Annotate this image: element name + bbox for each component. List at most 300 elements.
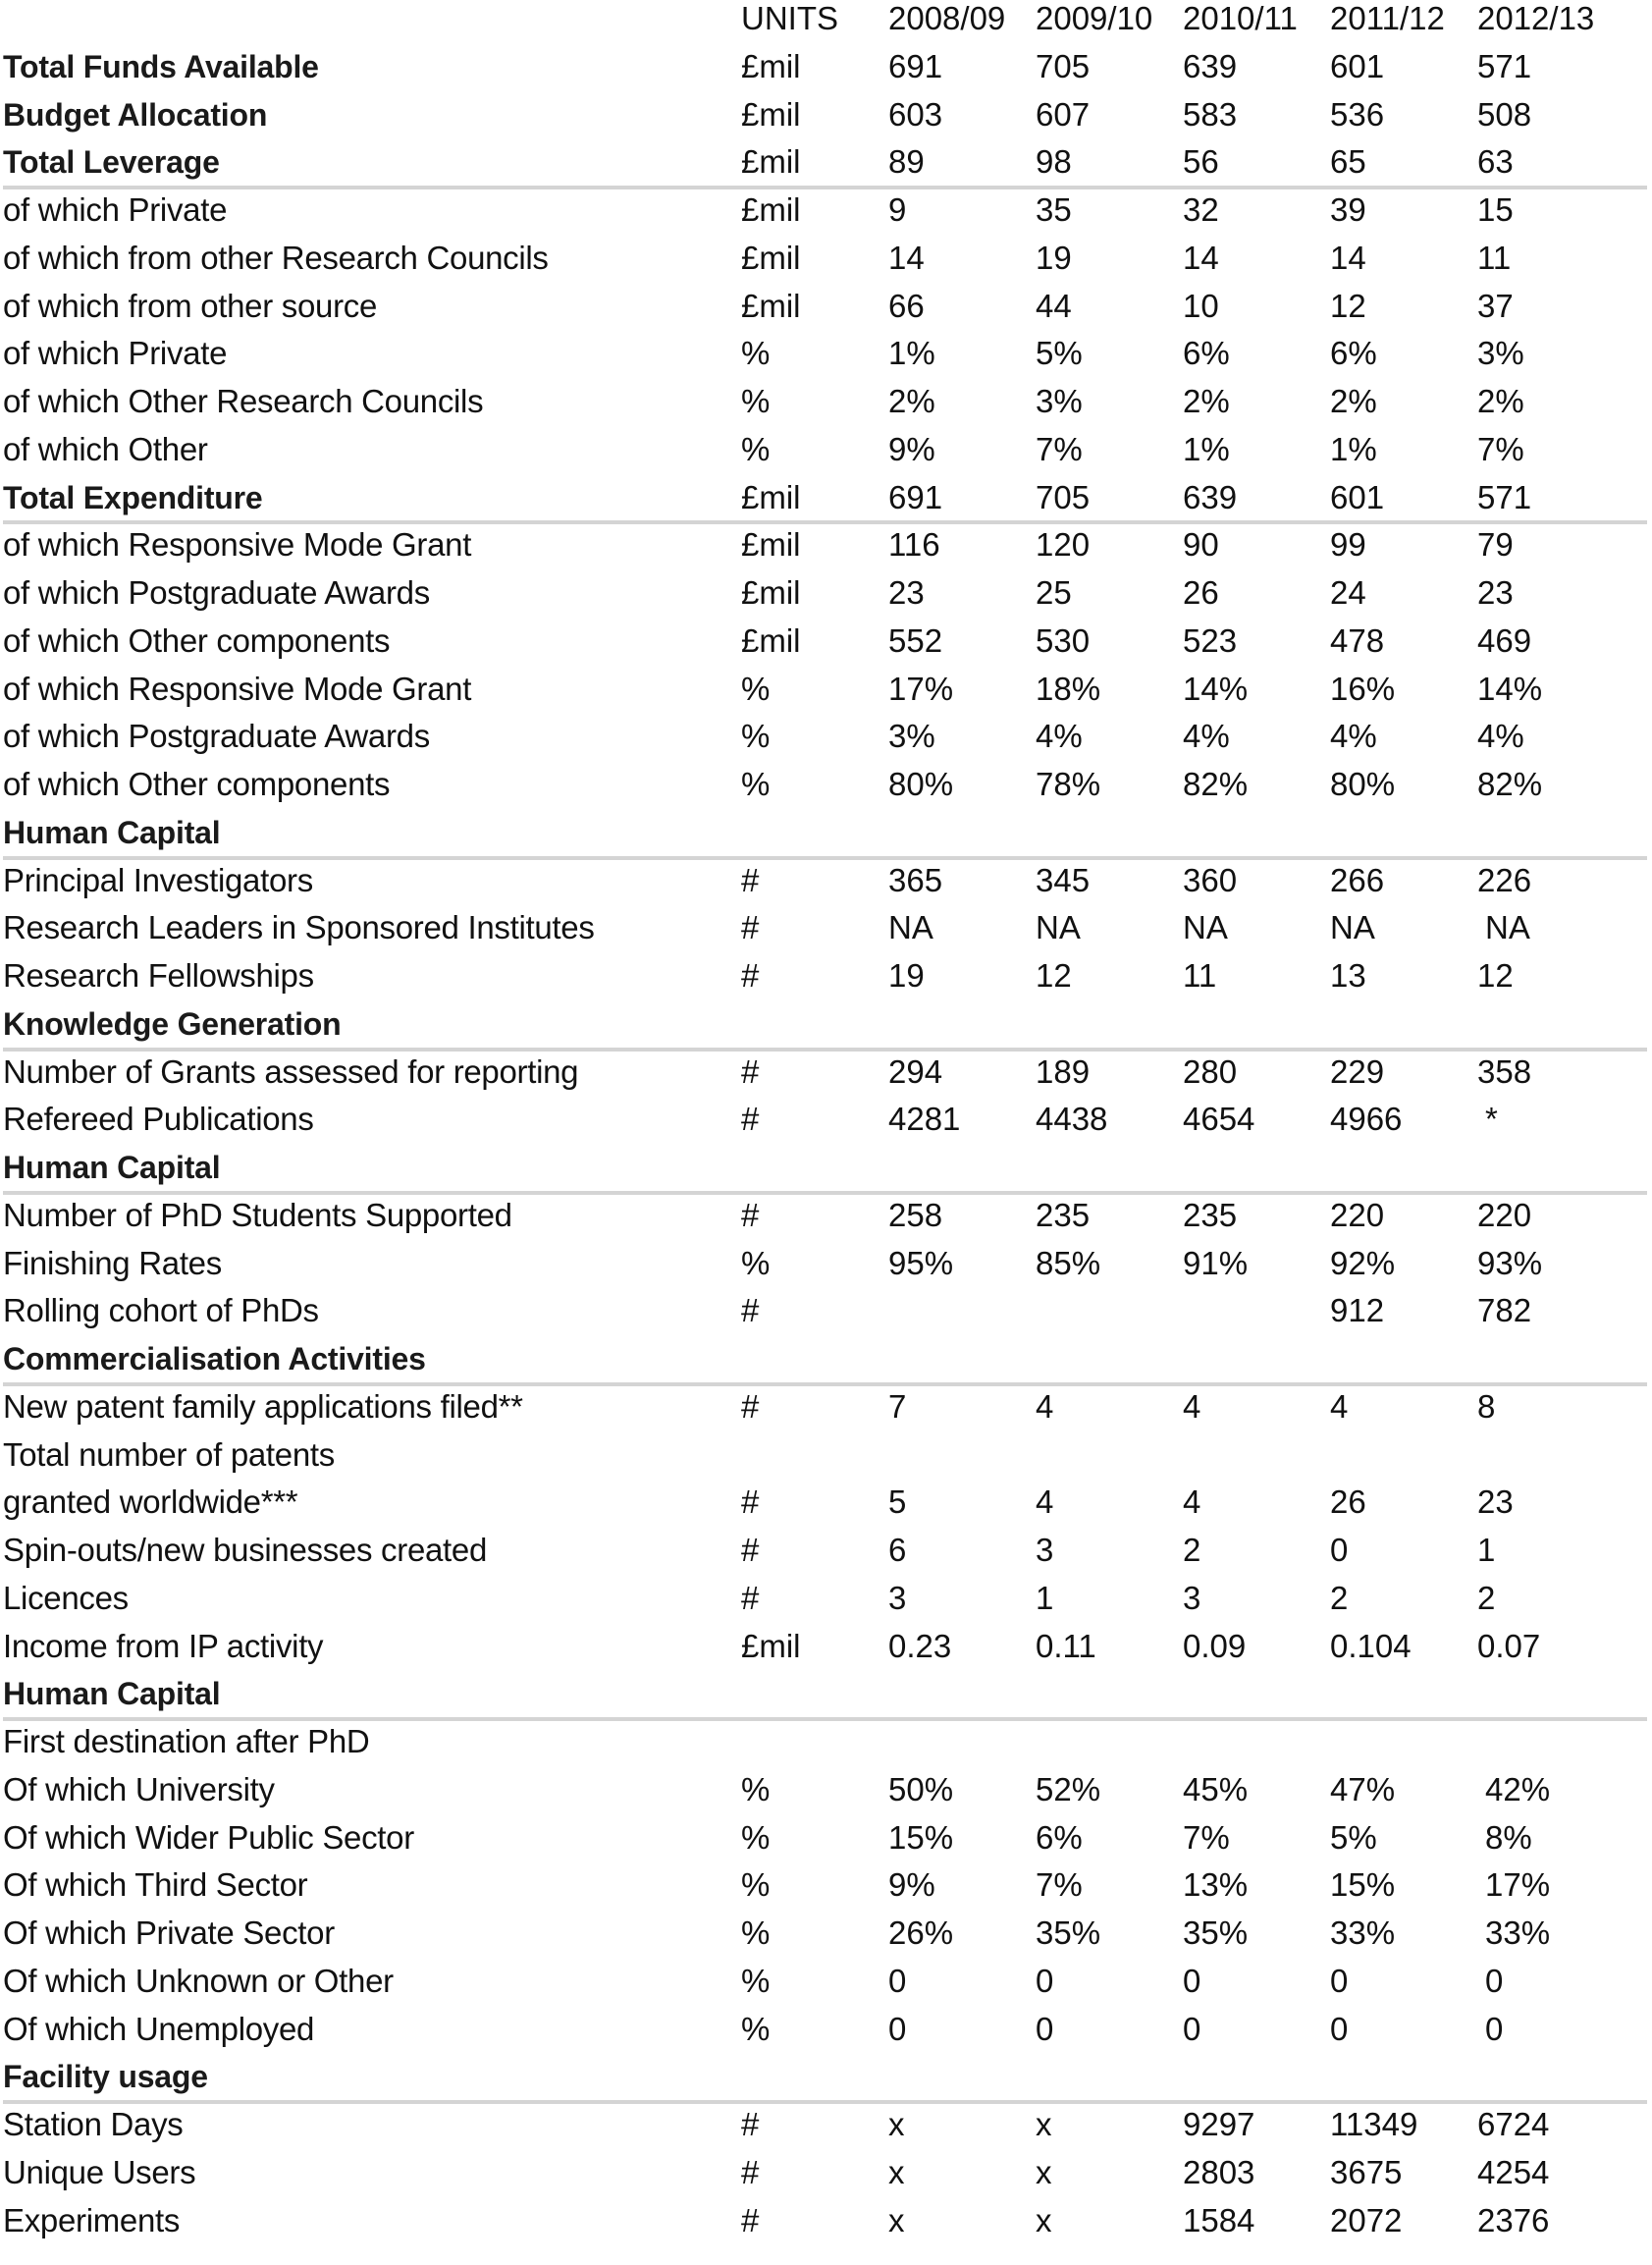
unit-cell: % xyxy=(741,1914,771,1951)
value-cell: 0 xyxy=(888,1962,907,1999)
row-label: of which Other xyxy=(3,430,208,467)
value-cell: 3% xyxy=(888,718,935,755)
unit-cell: £mil xyxy=(741,1627,801,1664)
row-label: Number of PhD Students Supported xyxy=(3,1196,512,1233)
table-row xyxy=(0,2149,1652,2197)
unit-cell: % xyxy=(741,1244,771,1281)
section-label: Commercialisation Activities xyxy=(3,1341,426,1376)
value-cell: 15 xyxy=(1477,191,1514,228)
unit-cell: # xyxy=(741,2106,760,2142)
value-cell: 50% xyxy=(888,1770,954,1807)
value-cell: 603 xyxy=(888,95,943,133)
value-cell: x xyxy=(1036,2201,1052,2238)
value-cell: 17% xyxy=(1485,1866,1551,1904)
value-cell: 14% xyxy=(1183,670,1249,707)
value-cell: 1% xyxy=(1183,430,1230,467)
value-cell: 345 xyxy=(1036,861,1091,898)
unit-cell: # xyxy=(741,1579,760,1616)
value-cell: 691 xyxy=(888,478,943,515)
value-cell: 47% xyxy=(1330,1770,1396,1807)
row-label: Income from IP activity xyxy=(3,1627,324,1664)
unit-cell: % xyxy=(741,1770,771,1807)
table-row xyxy=(0,235,1652,283)
row-label: Rolling cohort of PhDs xyxy=(3,1292,319,1329)
value-cell: 90 xyxy=(1183,526,1219,564)
value-cell: 2% xyxy=(1183,383,1230,419)
value-cell: 11 xyxy=(1183,957,1217,994)
unit-cell: # xyxy=(741,2153,760,2190)
value-cell: 3675 xyxy=(1330,2153,1403,2190)
row-label: Finishing Rates xyxy=(3,1244,222,1281)
value-cell: 2% xyxy=(1477,383,1524,419)
value-cell: 220 xyxy=(1477,1196,1532,1233)
value-cell: 607 xyxy=(1036,95,1091,133)
value-cell: 82% xyxy=(1183,766,1249,802)
value-cell: 226 xyxy=(1477,861,1532,898)
value-cell: 2% xyxy=(1330,383,1377,419)
table-row xyxy=(0,1861,1652,1910)
value-cell: 583 xyxy=(1183,95,1238,133)
value-cell: x xyxy=(888,2201,905,2238)
value-cell: 23 xyxy=(1477,1483,1514,1521)
value-cell: 0 xyxy=(1330,1962,1349,1999)
table-row xyxy=(0,666,1652,714)
value-cell: NA xyxy=(1330,909,1375,946)
value-cell: x xyxy=(1036,2106,1052,2142)
value-cell: 478 xyxy=(1330,621,1385,659)
value-cell: * xyxy=(1485,1101,1498,1138)
value-cell: 7% xyxy=(1036,1866,1083,1904)
value-cell: 19 xyxy=(1036,239,1072,276)
value-cell: 639 xyxy=(1183,47,1238,84)
unit-cell: £mil xyxy=(741,621,801,659)
unit-cell: # xyxy=(741,1101,760,1138)
value-cell: 189 xyxy=(1036,1052,1091,1090)
value-cell: 4 xyxy=(1183,1483,1201,1521)
value-cell: 6% xyxy=(1183,335,1230,372)
row-label: Of which Private Sector xyxy=(3,1914,335,1951)
unit-cell: % xyxy=(741,718,771,755)
value-cell: 4 xyxy=(1330,1387,1349,1425)
section-row xyxy=(0,1335,1652,1383)
value-cell: 3 xyxy=(1183,1579,1201,1616)
table-row xyxy=(0,1096,1652,1144)
value-cell: 0.09 xyxy=(1183,1627,1247,1664)
unit-cell: % xyxy=(741,2010,771,2047)
value-cell: 79 xyxy=(1477,526,1514,564)
value-cell: 15% xyxy=(888,1818,954,1856)
value-cell: 13% xyxy=(1183,1866,1249,1904)
value-cell: NA xyxy=(888,909,933,946)
unit-cell: # xyxy=(741,861,760,898)
row-label: Experiments xyxy=(3,2201,181,2238)
value-cell: 258 xyxy=(888,1196,943,1233)
row-label: of which Responsive Mode Grant xyxy=(3,526,472,564)
value-cell: 530 xyxy=(1036,621,1091,659)
value-cell: 89 xyxy=(888,143,925,181)
value-cell: 4% xyxy=(1330,718,1377,755)
unit-cell: % xyxy=(741,1962,771,1999)
value-cell: 5% xyxy=(1036,335,1083,372)
unit-cell: £mil xyxy=(741,239,801,276)
row-label: of which Other Research Councils xyxy=(3,383,484,419)
value-cell: 229 xyxy=(1330,1052,1385,1090)
unit-cell: % xyxy=(741,1866,771,1904)
section-label: Budget Allocation xyxy=(3,96,268,133)
row-label: of which Postgraduate Awards xyxy=(3,718,430,755)
section-row xyxy=(0,91,1652,139)
value-cell: 0 xyxy=(888,2010,907,2047)
value-cell: x xyxy=(1036,2153,1052,2190)
value-cell: 0 xyxy=(1330,2010,1349,2047)
value-cell: 37 xyxy=(1477,287,1514,324)
row-label: granted worldwide*** xyxy=(3,1483,298,1521)
value-cell: 4% xyxy=(1477,718,1524,755)
value-cell: 3 xyxy=(888,1579,907,1616)
row-label: Number of Grants assessed for reporting xyxy=(3,1052,579,1090)
row-label: Of which University xyxy=(3,1770,275,1807)
row-label: of which Other components xyxy=(3,621,391,659)
row-label: Station Days xyxy=(3,2106,184,2142)
value-cell: 2 xyxy=(1330,1579,1349,1616)
value-cell: 5% xyxy=(1330,1818,1377,1856)
row-label: Spin-outs/new businesses created xyxy=(3,1532,488,1568)
table-row xyxy=(0,952,1652,1000)
table-row xyxy=(0,378,1652,426)
value-cell: 11 xyxy=(1477,239,1512,276)
unit-cell: % xyxy=(741,335,771,372)
value-cell: 294 xyxy=(888,1052,943,1090)
value-cell: 98 xyxy=(1036,143,1072,181)
value-cell: 782 xyxy=(1477,1292,1532,1329)
value-cell: 0 xyxy=(1330,1532,1349,1568)
value-cell: 10 xyxy=(1183,287,1219,324)
value-cell: 45% xyxy=(1183,1770,1249,1807)
value-cell: 4654 xyxy=(1183,1101,1255,1138)
year-column-header: 2010/11 xyxy=(1183,0,1298,36)
value-cell: 571 xyxy=(1477,478,1532,515)
unit-cell: # xyxy=(741,1052,760,1090)
value-cell: 33% xyxy=(1485,1914,1551,1951)
table-row xyxy=(0,283,1652,331)
value-cell: 705 xyxy=(1036,478,1091,515)
row-label: New patent family applications filed** xyxy=(3,1387,523,1425)
row-label: of which from other source xyxy=(3,287,378,324)
section-label: Knowledge Generation xyxy=(3,1005,342,1042)
value-cell: 705 xyxy=(1036,47,1091,84)
unit-cell: £mil xyxy=(741,287,801,324)
value-cell: 80% xyxy=(888,766,954,802)
value-cell: 4% xyxy=(1183,718,1230,755)
year-column-header: 2009/10 xyxy=(1036,0,1153,36)
units-column-header: UNITS xyxy=(741,0,838,36)
table-row xyxy=(0,521,1652,569)
value-cell: 912 xyxy=(1330,1292,1385,1329)
value-cell: 80% xyxy=(1330,766,1396,802)
value-cell: 280 xyxy=(1183,1052,1238,1090)
value-cell: 23 xyxy=(888,574,925,611)
value-cell: 0 xyxy=(1485,2010,1504,2047)
value-cell: 360 xyxy=(1183,861,1238,898)
value-cell: 92% xyxy=(1330,1244,1396,1281)
value-cell: 91% xyxy=(1183,1244,1249,1281)
value-cell: 1584 xyxy=(1183,2201,1255,2238)
section-row xyxy=(0,138,1652,187)
value-cell: 6% xyxy=(1036,1818,1083,1856)
value-cell: 9 xyxy=(888,191,907,228)
value-cell: 4% xyxy=(1036,718,1083,755)
value-cell: NA xyxy=(1183,909,1228,946)
value-cell: 4254 xyxy=(1477,2153,1550,2190)
value-cell: 1% xyxy=(1330,430,1377,467)
value-cell: 3% xyxy=(1036,383,1083,419)
header-row xyxy=(0,0,1652,43)
section-row xyxy=(0,1144,1652,1192)
value-cell: 365 xyxy=(888,861,943,898)
value-cell: 32 xyxy=(1183,191,1219,228)
table-row xyxy=(0,1479,1652,1527)
table-row xyxy=(0,1958,1652,2006)
year-column-header: 2008/09 xyxy=(888,0,1006,36)
table-row xyxy=(0,1527,1652,1575)
value-cell: 0.104 xyxy=(1330,1627,1412,1664)
value-cell: x xyxy=(888,2153,905,2190)
value-cell: 6724 xyxy=(1477,2106,1550,2142)
value-cell: 25 xyxy=(1036,574,1072,611)
unit-cell: £mil xyxy=(741,478,801,515)
table-row xyxy=(0,1192,1652,1240)
value-cell: 571 xyxy=(1477,47,1532,84)
value-cell: 11349 xyxy=(1330,2106,1418,2142)
value-cell: 44 xyxy=(1036,287,1072,324)
value-cell: 4 xyxy=(1036,1483,1054,1521)
row-label: Principal Investigators xyxy=(3,861,313,898)
unit-cell: % xyxy=(741,383,771,419)
row-label: Research Fellowships xyxy=(3,957,314,994)
value-cell: 99 xyxy=(1330,526,1366,564)
value-cell: 42% xyxy=(1485,1770,1551,1807)
value-cell: 2376 xyxy=(1477,2201,1550,2238)
value-cell: 0 xyxy=(1183,1962,1201,1999)
value-cell: 5 xyxy=(888,1483,907,1521)
value-cell: 601 xyxy=(1330,478,1385,515)
unit-cell: # xyxy=(741,1483,760,1521)
value-cell: 1% xyxy=(888,335,935,372)
year-column-header: 2012/13 xyxy=(1477,0,1595,36)
value-cell: 2803 xyxy=(1183,2153,1255,2190)
value-cell: 601 xyxy=(1330,47,1385,84)
row-label: Of which Wider Public Sector xyxy=(3,1818,414,1856)
value-cell: NA xyxy=(1036,909,1081,946)
unit-cell: # xyxy=(741,1292,760,1329)
value-cell: 15% xyxy=(1330,1866,1396,1904)
table-row xyxy=(0,1814,1652,1862)
value-cell: 14 xyxy=(1183,239,1219,276)
value-cell: 26% xyxy=(888,1914,954,1951)
unit-cell: # xyxy=(741,1532,760,1568)
value-cell: 9% xyxy=(888,1866,935,1904)
value-cell: 691 xyxy=(888,47,943,84)
unit-cell: £mil xyxy=(741,143,801,181)
value-cell: 52% xyxy=(1036,1770,1101,1807)
value-cell: 23 xyxy=(1477,574,1514,611)
unit-cell: % xyxy=(741,430,771,467)
table-row xyxy=(0,2006,1652,2054)
section-label: Total Funds Available xyxy=(3,48,319,84)
section-row xyxy=(0,1000,1652,1049)
table-row xyxy=(0,1287,1652,1335)
section-row xyxy=(0,809,1652,857)
value-cell: 536 xyxy=(1330,95,1385,133)
unit-cell: # xyxy=(741,957,760,994)
value-cell: 8 xyxy=(1477,1387,1496,1425)
value-cell: 4281 xyxy=(888,1101,961,1138)
row-label: Of which Unknown or Other xyxy=(3,1962,394,1999)
value-cell: 3% xyxy=(1477,335,1524,372)
value-cell: 552 xyxy=(888,621,943,659)
table-row xyxy=(0,857,1652,905)
row-label: of which Private xyxy=(3,335,228,372)
table-row xyxy=(0,1240,1652,1288)
value-cell: 358 xyxy=(1477,1052,1532,1090)
value-cell: 2 xyxy=(1183,1532,1201,1568)
value-cell: 65 xyxy=(1330,143,1366,181)
value-cell: 508 xyxy=(1477,95,1532,133)
value-cell: 17% xyxy=(888,670,954,707)
value-cell: 93% xyxy=(1477,1244,1543,1281)
row-label: Unique Users xyxy=(3,2153,196,2190)
section-label: Human Capital xyxy=(3,1676,221,1712)
unit-cell: # xyxy=(741,1387,760,1425)
row-label: Licences xyxy=(3,1579,129,1616)
row-label: Of which Unemployed xyxy=(3,2010,315,2047)
value-cell: 19 xyxy=(888,957,925,994)
value-cell: 66 xyxy=(888,287,925,324)
value-cell: 0 xyxy=(1485,1962,1504,1999)
table-row xyxy=(0,2197,1652,2245)
table-row xyxy=(0,187,1652,235)
value-cell: 120 xyxy=(1036,526,1091,564)
value-cell: 35 xyxy=(1036,191,1072,228)
value-cell: 24 xyxy=(1330,574,1366,611)
value-cell: 14 xyxy=(888,239,925,276)
value-cell: 63 xyxy=(1477,143,1514,181)
value-cell: 0.23 xyxy=(888,1627,952,1664)
row-label: of which Responsive Mode Grant xyxy=(3,670,472,707)
section-label: Human Capital xyxy=(3,814,221,850)
value-cell: 1 xyxy=(1036,1579,1054,1616)
value-cell: 2% xyxy=(888,383,935,419)
table-row xyxy=(0,1766,1652,1814)
value-cell: 14% xyxy=(1477,670,1543,707)
year-column-header: 2011/12 xyxy=(1330,0,1445,36)
unit-cell: % xyxy=(741,766,771,802)
value-cell: 12 xyxy=(1477,957,1514,994)
value-cell: 0 xyxy=(1036,2010,1054,2047)
unit-cell: £mil xyxy=(741,526,801,564)
value-cell: x xyxy=(888,2106,905,2142)
unit-cell: # xyxy=(741,2201,760,2238)
value-cell: 9297 xyxy=(1183,2106,1255,2142)
section-label: Human Capital xyxy=(3,1150,221,1185)
table-row xyxy=(0,1431,1652,1480)
value-cell: 266 xyxy=(1330,861,1385,898)
unit-cell: # xyxy=(741,909,760,946)
section-row xyxy=(0,474,1652,522)
value-cell: 35% xyxy=(1036,1914,1101,1951)
value-cell: 18% xyxy=(1036,670,1101,707)
value-cell: 82% xyxy=(1477,766,1543,802)
value-cell: 0 xyxy=(1183,2010,1201,2047)
table-row xyxy=(0,1910,1652,1958)
value-cell: 26 xyxy=(1330,1483,1366,1521)
value-cell: 26 xyxy=(1183,574,1219,611)
value-cell: 33% xyxy=(1330,1914,1396,1951)
unit-cell: # xyxy=(741,1196,760,1233)
value-cell: 220 xyxy=(1330,1196,1385,1233)
value-cell: 16% xyxy=(1330,670,1396,707)
value-cell: 469 xyxy=(1477,621,1532,659)
unit-cell: % xyxy=(741,670,771,707)
value-cell: 0 xyxy=(1036,1962,1054,1999)
value-cell: 0.11 xyxy=(1036,1627,1096,1664)
table-row xyxy=(0,1623,1652,1671)
table-row xyxy=(0,761,1652,809)
row-label: of which Postgraduate Awards xyxy=(3,574,430,611)
unit-cell: £mil xyxy=(741,574,801,611)
unit-cell: £mil xyxy=(741,47,801,84)
value-cell: 7 xyxy=(888,1387,907,1425)
value-cell: 9% xyxy=(888,430,935,467)
table-row xyxy=(0,330,1652,378)
row-label: First destination after PhD xyxy=(3,1723,370,1759)
value-cell: 12 xyxy=(1330,287,1366,324)
table-row xyxy=(0,2101,1652,2149)
value-cell: 235 xyxy=(1183,1196,1238,1233)
value-cell: 6% xyxy=(1330,335,1377,372)
row-label: of which Other components xyxy=(3,766,391,802)
value-cell: 13 xyxy=(1330,957,1366,994)
row-label: Of which Third Sector xyxy=(3,1866,308,1904)
value-cell: 35% xyxy=(1183,1914,1249,1951)
table-row xyxy=(0,1718,1652,1766)
value-cell: 4438 xyxy=(1036,1101,1108,1138)
section-label: Total Leverage xyxy=(3,144,220,181)
unit-cell: % xyxy=(741,1818,771,1856)
row-label: of which Private xyxy=(3,191,228,228)
table-row xyxy=(0,904,1652,952)
table-row xyxy=(0,618,1652,666)
section-row xyxy=(0,1670,1652,1718)
value-cell: 78% xyxy=(1036,766,1101,802)
row-label: of which from other Research Councils xyxy=(3,239,549,276)
table-row xyxy=(0,426,1652,474)
value-cell: 6 xyxy=(888,1532,907,1568)
section-label: Facility usage xyxy=(3,2059,208,2095)
value-cell: NA xyxy=(1485,909,1530,946)
table-row xyxy=(0,1049,1652,1097)
value-cell: 39 xyxy=(1330,191,1366,228)
value-cell: 2072 xyxy=(1330,2201,1403,2238)
section-row xyxy=(0,2053,1652,2101)
value-cell: 7% xyxy=(1183,1818,1230,1856)
value-cell: 4 xyxy=(1183,1387,1201,1425)
value-cell: 1 xyxy=(1477,1532,1496,1568)
value-cell: 7% xyxy=(1477,430,1524,467)
value-cell: 8% xyxy=(1485,1818,1532,1856)
value-cell: 3 xyxy=(1036,1532,1054,1568)
table-row xyxy=(0,713,1652,761)
